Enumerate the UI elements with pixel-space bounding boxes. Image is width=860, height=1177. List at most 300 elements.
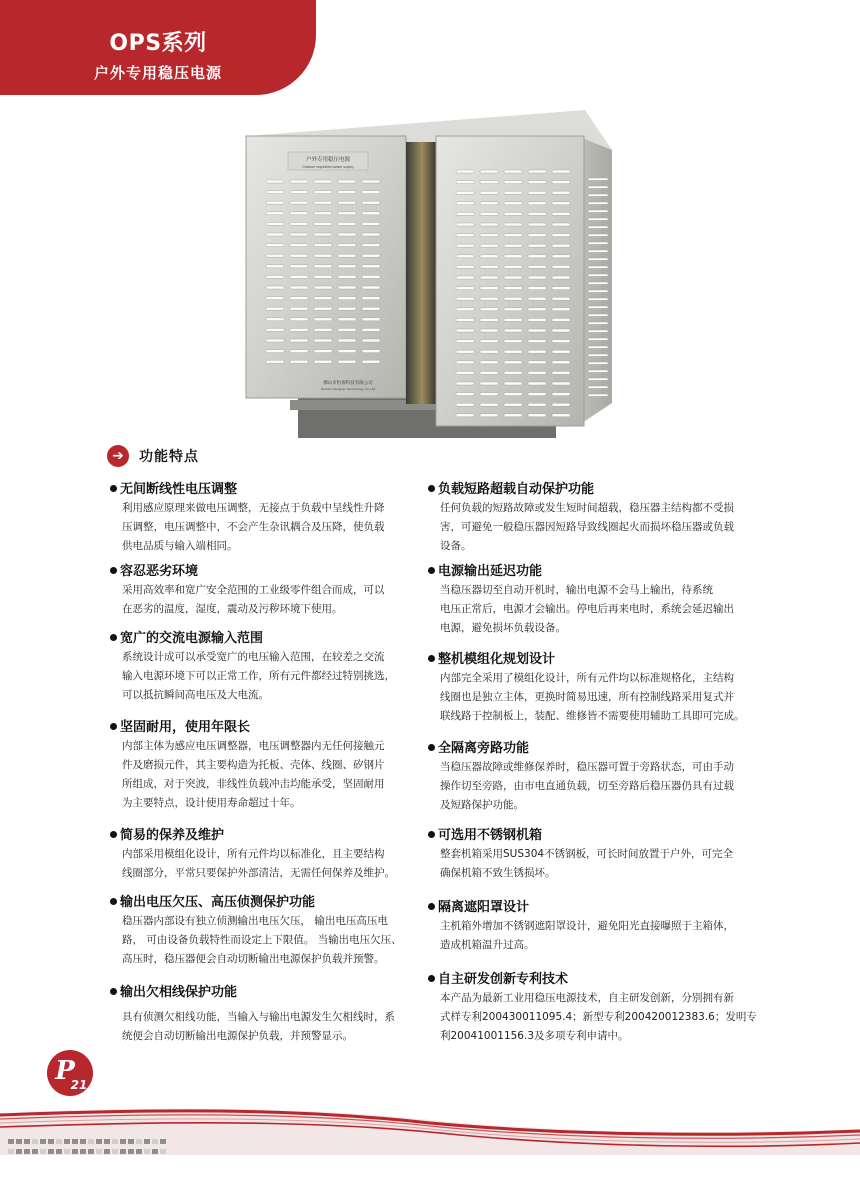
dash-pattern-bottom — [8, 1149, 166, 1154]
vent-slot — [588, 210, 608, 212]
vent-slot — [504, 234, 522, 237]
vent-slot — [504, 191, 522, 194]
vent-slot — [552, 297, 570, 300]
vent-slot — [480, 350, 498, 353]
vent-slot — [362, 360, 380, 363]
vent-slot — [362, 222, 380, 225]
vent-slot — [588, 370, 608, 372]
vent-slot — [528, 393, 546, 396]
vent-slot — [552, 350, 570, 353]
vent-slot — [362, 254, 380, 257]
vent-slot — [588, 178, 608, 180]
vent-slot — [314, 307, 332, 310]
bullet-icon — [110, 831, 117, 838]
dash-pattern-top — [8, 1139, 166, 1144]
vent-slot — [528, 287, 546, 290]
vent-slot — [588, 338, 608, 340]
vent-slot — [588, 282, 608, 284]
vent-slot — [362, 318, 380, 321]
feature-title-text: 宽广的交流电源输入范围 — [120, 631, 264, 646]
vent-slot — [338, 244, 356, 247]
vent-slot — [552, 170, 570, 173]
feature-title — [110, 630, 420, 648]
vent-slot — [338, 212, 356, 215]
vent-slot — [588, 266, 608, 268]
vent-slot — [338, 350, 356, 353]
vent-slot — [362, 212, 380, 215]
vent-slot — [588, 202, 608, 204]
vent-slot — [504, 223, 522, 226]
vent-slot — [338, 222, 356, 225]
vent-slot — [504, 403, 522, 406]
vent-slot — [588, 306, 608, 308]
vent-slot — [480, 340, 498, 343]
feature-line: 高压时，稳压器便会自动切断输出电源保护负载并预警。 — [122, 953, 385, 965]
feature-desc — [428, 669, 768, 726]
vent-slot — [504, 414, 522, 417]
vent-slot — [588, 218, 608, 220]
vent-slot — [362, 233, 380, 236]
feature-line: 设备。 — [440, 540, 472, 552]
feature-title-text: 简易的保养及维护 — [120, 828, 225, 843]
vent-slot — [480, 414, 498, 417]
feature-desc — [110, 581, 420, 619]
feature-line: 确保机箱不致生锈损坏。 — [440, 867, 556, 879]
feature-title-text: 无间断线性电压调整 — [120, 482, 238, 497]
vent-slot — [266, 191, 284, 194]
feature-title — [110, 719, 420, 737]
vent-slot — [290, 360, 308, 363]
feature-line: 式样专利200430011095.4；新型专利200420012383.6；发明专 — [440, 1011, 757, 1023]
vent-slot — [528, 350, 546, 353]
vent-slot — [504, 350, 522, 353]
vent-slot — [528, 265, 546, 268]
feature-title-text: 容忍恶劣环境 — [120, 564, 199, 579]
feature-item — [110, 827, 420, 883]
feature-desc — [428, 917, 768, 955]
feature-line: 利20041001156.3及多项专利申请中。 — [440, 1030, 629, 1042]
vent-slot — [290, 201, 308, 204]
vent-slot — [528, 212, 546, 215]
vent-slot — [552, 318, 570, 321]
vent-slot — [362, 265, 380, 268]
bullet-icon — [110, 723, 117, 730]
feature-line: 造成机箱温升过高。 — [440, 939, 535, 951]
feature-desc — [110, 845, 420, 883]
vent-slot — [338, 254, 356, 257]
feature-title — [110, 563, 420, 581]
vent-slot — [504, 371, 522, 374]
vent-slot — [338, 328, 356, 331]
vent-slot — [552, 287, 570, 290]
vent-slot — [314, 222, 332, 225]
feature-item — [110, 481, 420, 556]
feature-item — [110, 563, 420, 619]
vent-slot — [314, 350, 332, 353]
feature-line: 所组成，对于突波，非线性负载冲击均能承受，坚固耐用 — [122, 778, 385, 790]
feature-line: 稳压器内部设有独立侦测输出电压欠压， 输出电压高压电 — [122, 915, 388, 927]
vent-slot — [480, 202, 498, 205]
feature-desc — [110, 648, 420, 705]
feature-line: 可以抵抗瞬间高电压及大电流。 — [122, 689, 269, 701]
feature-line: 本产品为最新工业用稳压电源技术，自主研发创新，分别拥有新 — [440, 992, 734, 1004]
vent-slot — [480, 265, 498, 268]
vent-slot — [456, 212, 474, 215]
vent-slot — [552, 202, 570, 205]
vent-slot — [528, 244, 546, 247]
vent-slot — [338, 339, 356, 342]
vent-slot — [338, 360, 356, 363]
vent-slot — [456, 191, 474, 194]
vent-slot — [480, 255, 498, 258]
vent-slot — [266, 286, 284, 289]
vent-slot — [480, 191, 498, 194]
vent-slot — [528, 308, 546, 311]
feature-line: 线圈部分，平常只要保护外部清洁，无需任何保养及维护。 — [122, 867, 395, 879]
feature-line: 系统设计成可以承受宽广的电压输入范围，在较差之交流 — [122, 651, 385, 663]
vent-slot — [504, 212, 522, 215]
vent-slot — [290, 318, 308, 321]
vent-slot — [314, 360, 332, 363]
vent-slot — [266, 339, 284, 342]
vent-slot — [588, 242, 608, 244]
vent-slot — [528, 181, 546, 184]
bottom-wave-decoration — [0, 1085, 860, 1155]
vent-slot — [266, 222, 284, 225]
vent-slot — [266, 212, 284, 215]
vent-slot — [314, 191, 332, 194]
vent-slot — [266, 307, 284, 310]
vent-slot — [266, 350, 284, 353]
vent-slot — [552, 265, 570, 268]
vent-slot — [266, 275, 284, 278]
feature-item — [428, 563, 768, 638]
vent-slot — [338, 275, 356, 278]
vent-slot — [552, 308, 570, 311]
vent-slot — [290, 244, 308, 247]
feature-line: 为主要特点，设计使用寿命超过十年。 — [122, 797, 301, 809]
vent-slot — [456, 350, 474, 353]
vent-slot — [504, 265, 522, 268]
vent-slot — [314, 201, 332, 204]
feature-title — [428, 827, 768, 845]
vent-slot — [552, 371, 570, 374]
feature-line: 具有侦测欠相线功能，当输入与输出电源发生欠相线时，系 — [122, 1011, 395, 1023]
vent-slot — [528, 297, 546, 300]
vent-slot — [528, 255, 546, 258]
vent-slot — [528, 202, 546, 205]
vent-slot — [314, 318, 332, 321]
header-tab — [0, 0, 316, 95]
vent-slot — [528, 414, 546, 417]
section-heading — [107, 445, 199, 467]
vent-slot — [528, 170, 546, 173]
vent-slot — [456, 318, 474, 321]
vent-slot — [290, 350, 308, 353]
bullet-icon — [110, 634, 117, 641]
vent-slot — [456, 361, 474, 364]
vent-slot — [504, 361, 522, 364]
vent-slot — [480, 297, 498, 300]
vent-slot — [266, 360, 284, 363]
vent-slot — [456, 170, 474, 173]
vent-slot — [480, 382, 498, 385]
feature-line: 操作切至旁路，由市电直通负载，切至旁路后稳压器仍具有过载 — [440, 780, 734, 792]
feature-title — [428, 563, 768, 581]
feature-item — [110, 719, 420, 813]
vent-slot — [552, 191, 570, 194]
vent-slot — [504, 308, 522, 311]
feature-line: 电压正常后，电源才会输出。停电后再来电时，系统会延迟输出 — [440, 603, 734, 615]
vent-slot — [588, 274, 608, 276]
vent-slot — [588, 346, 608, 348]
vent-slot — [314, 297, 332, 300]
vent-slot — [338, 297, 356, 300]
vent-slot — [528, 340, 546, 343]
vent-slot — [362, 180, 380, 183]
feature-item — [428, 899, 768, 955]
vent-slot — [480, 234, 498, 237]
vent-slot — [362, 328, 380, 331]
feature-line: 统便会自动切断输出电源保护负载，并预警显示。 — [122, 1030, 353, 1042]
vent-slot — [338, 180, 356, 183]
feature-line: 及短路保护功能。 — [440, 799, 524, 811]
bullet-icon — [110, 988, 117, 995]
vent-slot — [362, 307, 380, 310]
vent-slot — [266, 297, 284, 300]
vent-slot — [552, 329, 570, 332]
vent-slot — [528, 361, 546, 364]
vent-slot — [588, 258, 608, 260]
vent-slot — [504, 382, 522, 385]
vent-slot — [456, 393, 474, 396]
bullet-icon — [110, 567, 117, 574]
vent-slot — [552, 181, 570, 184]
feature-line: 害，可避免一般稳压器因短路导致线圈起火而损坏稳压器或负载 — [440, 521, 734, 533]
vent-slot — [528, 234, 546, 237]
feature-line: 内部完全采用了模组化设计，所有元件均以标准规格化，主结构 — [440, 672, 734, 684]
photo-label-bottom-en: Foshan Hengbao Technology Co.,Ltd — [320, 387, 376, 391]
vent-slot — [290, 307, 308, 310]
bullet-icon — [428, 567, 435, 574]
vent-slot — [552, 403, 570, 406]
vent-slot — [504, 170, 522, 173]
vent-slot — [504, 255, 522, 258]
vent-slot — [290, 212, 308, 215]
bullet-icon — [428, 903, 435, 910]
vent-slot — [338, 191, 356, 194]
feature-desc — [428, 989, 768, 1046]
vent-slot — [480, 212, 498, 215]
feature-line: 供电品质与输入端相同。 — [122, 540, 238, 552]
vent-slot — [588, 234, 608, 236]
vent-slot — [456, 234, 474, 237]
feature-title-text: 隔离遮阳罩设计 — [438, 900, 530, 915]
feature-desc — [428, 581, 768, 638]
feature-title — [428, 899, 768, 917]
bullet-icon — [110, 898, 117, 905]
feature-line: 路， 可由设备负载特性而设定上下限值。 当输出电压欠压、 — [122, 934, 402, 946]
vent-slot — [504, 340, 522, 343]
feature-line: 电源，避免损坏负载设备。 — [440, 622, 566, 634]
feature-line: 当稳压器切至自动开机时，输出电源不会马上输出，待系统 — [440, 584, 713, 596]
feature-item — [110, 894, 420, 969]
vent-slot — [504, 202, 522, 205]
bullet-icon — [428, 975, 435, 982]
vent-slot — [266, 201, 284, 204]
vent-slot — [362, 201, 380, 204]
vent-slot — [588, 378, 608, 380]
vent-slot — [588, 314, 608, 316]
feature-item — [428, 481, 768, 556]
vent-slot — [338, 201, 356, 204]
feature-title — [110, 481, 420, 499]
vent-slot — [290, 180, 308, 183]
vent-slot — [480, 318, 498, 321]
vent-slot — [266, 254, 284, 257]
product-photo — [230, 108, 630, 443]
vent-slot — [480, 308, 498, 311]
vent-slot — [480, 329, 498, 332]
vent-slot — [456, 265, 474, 268]
feature-line: 内部采用模组化设计，所有元件均以标准化，且主要结构 — [122, 848, 385, 860]
vent-slot — [266, 244, 284, 247]
vent-slot — [588, 186, 608, 188]
vent-slot — [588, 226, 608, 228]
vent-slot — [338, 318, 356, 321]
page-subtitle: 户外专用稳压电源 — [93, 64, 222, 82]
feature-line: 利用感应原理来做电压调整，无接点于负载中呈线性升降 — [122, 502, 385, 514]
vent-slot — [456, 287, 474, 290]
vent-slot — [456, 414, 474, 417]
vent-slot — [528, 223, 546, 226]
section-title: 功能特点 — [139, 449, 199, 465]
vent-slot — [480, 244, 498, 247]
feature-title — [428, 971, 768, 989]
vent-slot — [480, 361, 498, 364]
vent-slot — [362, 297, 380, 300]
vent-slot — [480, 276, 498, 279]
vent-slot — [588, 250, 608, 252]
feature-line: 当稳压器故障或维修保养时，稳压器可置于旁路状态，可由手动 — [440, 761, 734, 773]
feature-desc — [428, 845, 768, 883]
vent-slot — [588, 386, 608, 388]
bullet-icon — [428, 744, 435, 751]
vent-slot — [552, 244, 570, 247]
feature-desc — [110, 912, 420, 969]
feature-title-text: 坚固耐用，使用年限长 — [120, 720, 251, 735]
vent-slot — [290, 286, 308, 289]
vent-slot — [362, 286, 380, 289]
vent-slot — [528, 403, 546, 406]
vent-slot — [552, 361, 570, 364]
logo-letter: P — [55, 1056, 75, 1086]
vent-slot — [552, 393, 570, 396]
vent-slot — [504, 318, 522, 321]
feature-title-text: 输出欠相线保护功能 — [120, 985, 238, 1000]
vent-slot — [480, 403, 498, 406]
vent-slot — [456, 382, 474, 385]
vent-slot — [456, 223, 474, 226]
vent-slot — [290, 328, 308, 331]
feature-title-text: 自主研发创新专利技术 — [438, 972, 569, 987]
vent-slot — [480, 170, 498, 173]
feature-title — [428, 481, 768, 499]
feature-line: 任何负载的短路故障或发生短时间超载，稳压器主结构都不受损 — [440, 502, 734, 514]
vent-slot — [290, 297, 308, 300]
vent-slot — [504, 276, 522, 279]
vent-slot — [290, 222, 308, 225]
feature-line: 内部主体为感应电压调整器，电压调整器内无任何接触元 — [122, 740, 385, 752]
vent-slot — [552, 340, 570, 343]
vent-slot — [588, 362, 608, 364]
vent-slot — [504, 329, 522, 332]
vent-slot — [362, 275, 380, 278]
vent-slot — [504, 244, 522, 247]
vent-slot — [362, 339, 380, 342]
vent-slot — [528, 191, 546, 194]
vent-slot — [314, 265, 332, 268]
vent-slot — [290, 275, 308, 278]
vent-slot — [552, 276, 570, 279]
feature-item — [110, 630, 420, 705]
vent-slot — [456, 202, 474, 205]
vent-slot — [314, 244, 332, 247]
feature-title — [110, 894, 420, 912]
vent-slot — [290, 191, 308, 194]
vent-slot — [456, 297, 474, 300]
feature-item — [428, 740, 768, 815]
feature-line: 整套机箱采用SUS304不锈钢板，可长时间放置于户外，可完全 — [440, 848, 734, 860]
vent-slot — [338, 286, 356, 289]
vent-slot — [480, 223, 498, 226]
vent-slot — [290, 254, 308, 257]
vent-slot — [456, 181, 474, 184]
vent-slot — [480, 287, 498, 290]
vent-slot — [480, 371, 498, 374]
vent-slot — [266, 180, 284, 183]
vent-slot — [362, 244, 380, 247]
arrow-right-icon: ➔ — [107, 445, 129, 467]
feature-item — [428, 971, 768, 1046]
feature-line: 联线路于控制板上，装配、维修皆不需要使用辅助工具即可完成。 — [440, 710, 745, 722]
vent-slot — [588, 394, 608, 396]
vent-slot — [290, 339, 308, 342]
photo-label-top-en: Outdoor regulated power supply — [302, 165, 354, 169]
vent-slot — [552, 255, 570, 258]
vent-slot — [480, 393, 498, 396]
photo-label-top: 户外专用稳压电源 — [305, 157, 351, 163]
vent-slot — [528, 371, 546, 374]
feature-title-text: 整机模组化规划设计 — [438, 652, 556, 667]
feature-desc — [110, 737, 420, 813]
bullet-icon — [428, 655, 435, 662]
vent-slot — [456, 329, 474, 332]
page-title: OPS系列 — [109, 31, 207, 56]
vent-slot — [504, 393, 522, 396]
vent-slot — [266, 265, 284, 268]
feature-title — [110, 827, 420, 845]
vent-slot — [552, 223, 570, 226]
vent-slot — [266, 318, 284, 321]
vent-slot — [588, 322, 608, 324]
vent-slot — [528, 382, 546, 385]
vent-slot — [314, 275, 332, 278]
feature-desc — [110, 499, 420, 556]
vent-slot — [338, 233, 356, 236]
feature-item — [428, 827, 768, 883]
feature-desc — [428, 758, 768, 815]
